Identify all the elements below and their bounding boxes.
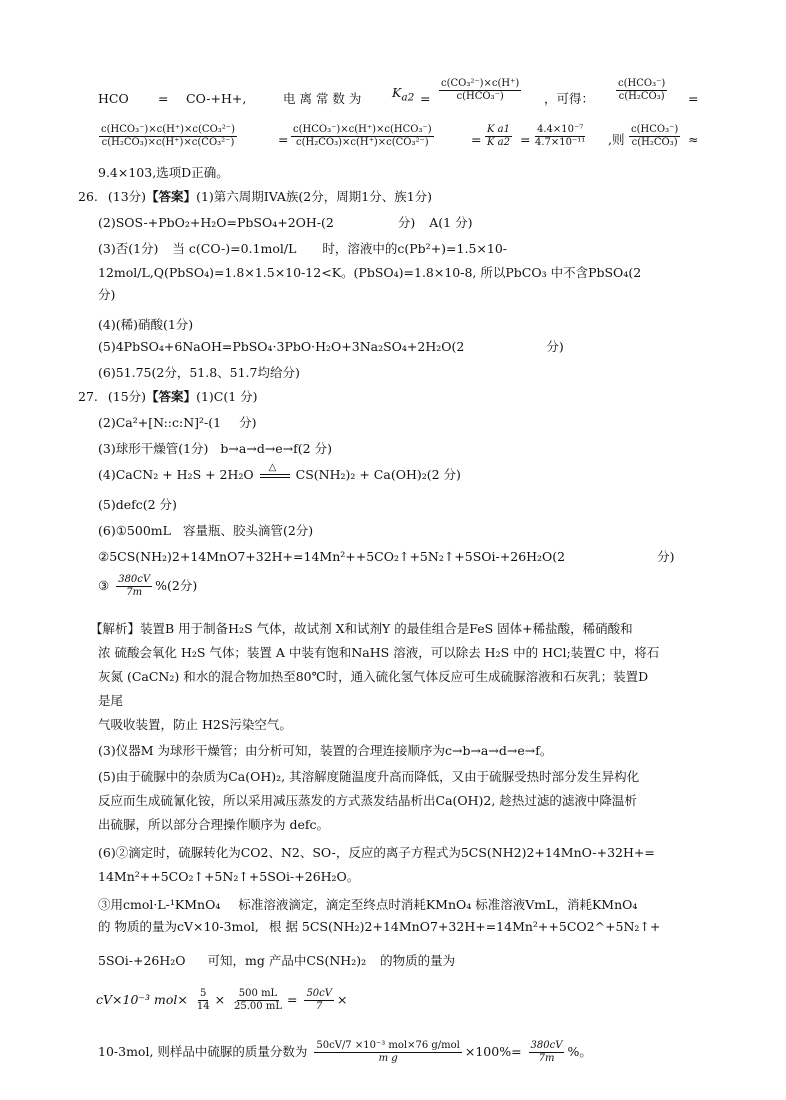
fraction-denominator: 7m: [538, 1053, 555, 1064]
fraction-numerator: 380cV: [530, 1040, 563, 1051]
analysis-line-15: [96, 988, 347, 1020]
fraction-ratio: [616, 78, 667, 103]
fraction-step-2: [291, 124, 434, 149]
line-q27-2: [98, 414, 256, 432]
analysis-line-16: [98, 1040, 592, 1074]
line-q27-6: [98, 522, 313, 540]
fraction-values: [533, 124, 587, 149]
line-q26-5: [98, 338, 564, 356]
answer-text: ③: [98, 578, 110, 593]
fraction-denominator: 7m: [126, 587, 143, 598]
fraction-numerator: 50cV/7 ×10⁻³ mol×76 g/mol: [316, 1040, 460, 1051]
line-q27-3: [98, 440, 332, 458]
fraction-denominator: c(HCO₃⁻): [456, 91, 504, 102]
answer-text: (5)4PbSO₄+6NaOH=PbSO₄·3PbO·H₂O+3Na₂SO₄+2H₂O(2: [98, 339, 465, 354]
analysis-line-13: [98, 918, 660, 936]
equation-reactants: (4)CaCN₂ + H₂S + 2H₂O: [98, 467, 254, 482]
line-q26-6: (6)51.75(2分，51.8、51.7均给分): [98, 365, 300, 380]
answer-text: (2)Ca²+[N::c:N]²-(1: [98, 415, 222, 430]
line-q26-3: [98, 240, 507, 258]
answer-score: 分): [657, 549, 675, 564]
fraction-denominator: c(H₂CO₃): [618, 91, 665, 102]
fraction-5-14: [195, 988, 212, 1013]
answer-text: 时，溶液中的c(Pb²+)=1.5×10-: [322, 241, 507, 256]
fraction-denominator: 14: [196, 1001, 210, 1012]
question-number: 27.: [78, 389, 98, 404]
analysis-text: ×100%=: [464, 1044, 522, 1059]
fraction-mass-fraction: [314, 1040, 461, 1065]
answer-score: 分): [546, 339, 564, 354]
fraction-denominator: m g: [378, 1053, 398, 1064]
text-equals-2: =: [471, 132, 482, 147]
line-q26-3c: 分): [98, 287, 116, 302]
text-hco: HCO: [98, 91, 129, 106]
answer-score: 分): [239, 415, 257, 430]
text-keyi-de: ，可得：: [544, 91, 595, 106]
line-q26-3b: 12mol/L,Q(PbSO₄)=1.8×1.5×10-12<K。(PbSO₄)=1.8×10-8, 所以PbCO₃ 中不含PbSO₄(2: [98, 265, 642, 280]
analysis-text: %。: [567, 1044, 592, 1059]
answer-text: (6)①500mL: [98, 523, 171, 538]
analysis-line-5: 气吸收装置，防止 H2S污染空气。: [98, 717, 292, 732]
analysis-line-12: [98, 896, 637, 914]
analysis-line-9: 出硫脲，所以部分合理操作顺序为 defc。: [98, 817, 330, 832]
line-q27-5: (5)defc(2 分): [98, 497, 177, 512]
text-ze: ,则: [608, 132, 625, 147]
fraction-denominator: c(H₂CO₃): [631, 137, 678, 148]
line-q27-header: [78, 388, 258, 406]
text-equals: =: [278, 132, 289, 147]
fraction-numerator: 5: [200, 988, 207, 999]
answer-text: (3)否(1分): [98, 241, 159, 256]
answer-label: 【答案】: [146, 189, 197, 204]
fraction-ka-ratio: [485, 124, 512, 149]
analysis-formula: cV×10⁻³ mol×: [96, 992, 188, 1007]
question-score: (13分): [107, 189, 147, 204]
equation-products: CS(NH₂)₂ + Ca(OH)₂(2 分): [295, 467, 461, 482]
fraction-denominator: 4.7×10⁻¹¹: [535, 137, 586, 148]
analysis-line-2: 浓 硫酸会氧化 H₂S 气体；装置 A 中装有饱和NaHS 溶液，可以除去 H₂S 中的 HCl;装置C 中，将石: [98, 645, 660, 660]
fraction-denominator: K a2: [487, 137, 510, 148]
line-q26-2: [98, 214, 473, 232]
line-q26-4: (4)(稀)硝酸(1分): [98, 317, 194, 332]
answer-text: 当 c(CO-)=0.1mol/L: [172, 241, 297, 256]
answer-score: 分): [397, 215, 416, 230]
analysis-line-3: 灰氮 (CaCN₂) 和水的混合物加热至80℃时，通入硫化氢气体反应可生成硫脲溶液和石灰乳；装置D: [98, 669, 649, 684]
line-q26-header: [78, 188, 432, 206]
answer-text: (1)C(1 分): [196, 389, 258, 404]
text-ionization-constant: 电 离 常 数 为: [283, 91, 362, 106]
analysis-text: 可知，mg 产品中CS(NH₂)₂: [207, 953, 367, 968]
fraction-numerator: 4.4×10⁻⁷: [537, 124, 584, 135]
analysis-formula: =: [286, 992, 298, 1007]
question-number: 26.: [78, 189, 98, 204]
analysis-text: 根 据 5CS(NH₂)2+14MnO7+32H+=14Mn²++5CO2^+5N₂↑+: [268, 919, 661, 934]
analysis-line-7: (5)由于硫脲中的杂质为Ca(OH)₂, 其溶解度随温度升高而降低，又由于硫脲受热时部分发生异构化: [98, 769, 640, 784]
answer-text: b→a→d→e→f(2 分): [220, 441, 332, 456]
analysis-line-6: (3)仪器M 为球形干燥管；由分析可知，装置的合理连接顺序为c→b→a→d→e→f。: [98, 743, 553, 758]
fraction-numerator: c(HCO₃⁻): [631, 124, 679, 135]
line-ratio-derivation: [96, 124, 701, 158]
text-equals-3: =: [520, 132, 531, 147]
fraction-volume: [232, 988, 284, 1013]
analysis-line-14: [98, 952, 455, 970]
fraction-denominator: 7: [316, 1001, 323, 1012]
answer-score: %(2分): [155, 578, 198, 593]
line-q27-6c: [98, 574, 197, 604]
answer-label: 【答案】: [146, 389, 197, 404]
text-approx: ≈: [688, 132, 699, 147]
heat-symbol: △: [268, 461, 277, 473]
fraction-result: [629, 124, 680, 149]
fraction-numerator: c(HCO₃⁻)×c(H⁺)×c(CO₃²⁻): [101, 124, 235, 135]
analysis-text: 的 物质的量为cV×10-3mol,: [98, 919, 259, 934]
text-equals-3: =: [688, 91, 699, 106]
analysis-text: 5SOi-+26H₂O: [98, 953, 186, 968]
analysis-text: ③用cmol·L-¹KMnO₄: [98, 897, 221, 912]
fraction-denominator: 25.00 mL: [234, 1001, 282, 1012]
fraction-percent: [116, 574, 152, 599]
answer-text: A(1 分): [429, 215, 473, 230]
analysis-text: 【解析】装置B 用于制备H₂S 气体，故试剂 X和试剂Y 的最佳组合是FeS 固体+稀盐酸，稀硝酸和: [90, 621, 633, 636]
heat-arrow: [258, 461, 292, 483]
answer-text: ②5CS(NH₂)2+14MnO7+32H+=14Mn²++5CO₂↑+5N₂↑+5SOi-+26H₂O(2: [98, 549, 566, 564]
analysis-line-1: [90, 620, 633, 638]
answer-text: (2)SOS-+PbO₂+H₂O=PbSO₄+2OH-(2: [98, 215, 334, 230]
analysis-line-10: (6)②滴定时，硫脲转化为CO2、N2、SO-，反应的离子方程式为5CS(NH2)2+14MnO-+32H+=: [98, 845, 655, 860]
text-ka2: $K_{a2}$: [392, 85, 415, 104]
fraction-numerator: c(HCO₃⁻): [618, 78, 666, 89]
answer-text: (1)第六周期IVA族(2分，周期1分、族1分): [196, 189, 433, 204]
fraction-numerator: c(CO₃²⁻)×c(H⁺): [441, 78, 520, 89]
fraction-numerator: c(HCO₃⁻)×c(H⁺)×c(HCO₃⁻): [293, 124, 432, 135]
analysis-text: 的物质的量为: [380, 953, 456, 968]
text-equals-2: =: [420, 91, 431, 106]
analysis-formula: ×: [336, 992, 348, 1007]
answer-text: 容量瓶、胶头滴管(2分): [182, 523, 314, 538]
line-q27-4: [98, 461, 461, 484]
analysis-text: 10-3mol, 则样品中硫脲的质量分数为: [98, 1044, 308, 1059]
fraction-numerator: 380cV: [118, 574, 151, 585]
fraction-denominator: c(H₂CO₃)×c(H⁺)×c(CO₃²⁻): [101, 137, 235, 148]
fraction-step-1: [99, 124, 237, 149]
fraction-denominator: c(H₂CO₃)×c(H⁺)×c(CO₃²⁻): [295, 137, 429, 148]
fraction-numerator: K a1: [487, 124, 510, 135]
fraction-380cv: [529, 1040, 565, 1065]
analysis-line-8: 反应而生成硫氰化铵，所以采用减压蒸发的方式蒸发结晶析出Ca(OH)2, 趁热过滤的滤液中降温析: [98, 793, 637, 808]
text-equals: =: [158, 91, 169, 106]
analysis-line-11: 14Mn²++5CO₂↑+5N₂↑+5SOi-+26H₂O。: [98, 869, 360, 884]
line-q27-6b: [98, 548, 675, 566]
fraction-ka2: [439, 78, 521, 103]
analysis-formula: ×: [214, 992, 226, 1007]
fraction-50cv: [304, 988, 334, 1013]
analysis-line-4: 是尾: [98, 693, 124, 708]
line-conclusion-d: 9.4×103,选项D正确。: [98, 165, 229, 180]
fraction-numerator: 500 mL: [238, 988, 278, 999]
question-score: (15分): [107, 389, 147, 404]
text-co-h: CO-+H+,: [186, 91, 247, 106]
analysis-text: 标准溶液滴定，滴定至终点时消耗KMnO₄ 标准溶液VmL，消耗KMnO₄: [238, 897, 638, 912]
fraction-numerator: 50cV: [306, 988, 332, 999]
answer-text: (3)球形干燥管(1分): [98, 441, 209, 456]
